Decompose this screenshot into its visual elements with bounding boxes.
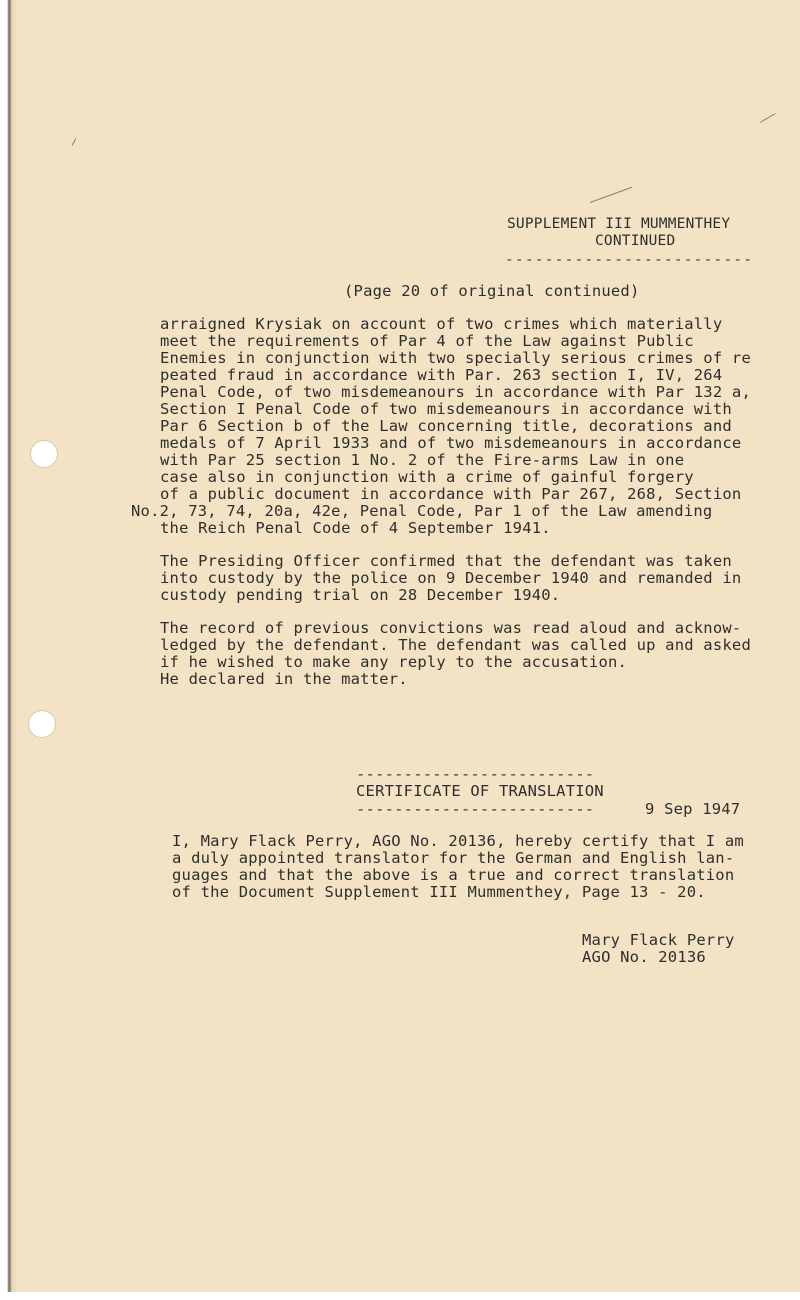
page-bottom-edge [0,1292,800,1300]
paragraph-line: The record of previous convictions was read aloud and acknow- [160,619,742,637]
certificate-rule-bottom: ------------------------- [356,800,595,818]
page-note: (Page 20 of original continued) [344,282,640,300]
continued-label: CONTINUED [595,233,676,249]
paragraph-line: The Presiding Officer confirmed that the defendant was taken [160,552,732,570]
signature-name: Mary Flack Perry [582,931,735,949]
paragraph-line: if he wished to make any reply to the accusation. [160,653,628,671]
signature-ago: AGO No. 20136 [582,948,706,966]
paragraph-line: the Reich Penal Code of 4 September 1941. [160,519,551,537]
stray-mark [590,187,633,203]
certificate-body-line: of the Document Supplement III Mummenthey, Page 13 - 20. [172,883,706,901]
stray-mark [72,138,77,145]
paragraph-line: Enemies in conjunction with two specially serious crimes of re [160,349,751,367]
certificate-body-line: a duly appointed translator for the German and English lan- [172,849,735,867]
certificate-rule-top: ------------------------- [356,765,595,783]
paragraph-line: custody pending trial on 28 December 1940. [160,586,561,604]
paragraph-line: arraigned Krysiak on account of two crimes which materially [160,315,723,333]
paragraph-line: Penal Code, of two misdemeanours in accordance with Par 132 a, [160,383,751,401]
paragraph-line: of a public document in accordance with Par 267, 268, Section [160,485,742,503]
page-left-edge [0,0,18,1300]
paragraph-line: Section I Penal Code of two misdemeanours in accordance with [160,400,732,418]
paragraph-line: case also in conjunction with a crime of gainful forgery [160,468,694,486]
supplement-header: SUPPLEMENT III MUMMENTHEY [507,216,731,232]
paragraph-line: No.2, 73, 74, 20a, 42e, Penal Code, Par 1 of the Law amending [131,502,713,520]
paragraph-line: with Par 25 section 1 No. 2 of the Fire-arms Law in one [160,451,685,469]
certificate-title: CERTIFICATE OF TRANSLATION [356,782,604,800]
paragraph-line: Par 6 Section b of the Law concerning title, decorations and [160,417,732,435]
certificate-body-line: guages and that the above is a true and correct translation [172,866,735,884]
paragraph-line: medals of 7 April 1933 and of two misdemeanours in accordance [160,434,742,452]
paragraph-line: into custody by the police on 9 December 1940 and remanded in [160,569,742,587]
certificate-date: 9 Sep 1947 [645,800,741,818]
stray-mark [760,113,776,123]
punch-hole-bottom [28,710,56,738]
header-rule: ------------------------- [505,252,754,268]
punch-hole-top [30,440,58,468]
paragraph-line: He declared in the matter. [160,670,408,688]
paragraph-line: meet the requirements of Par 4 of the Law against Public [160,332,694,350]
certificate-body-line: I, Mary Flack Perry, AGO No. 20136, hereby certify that I am [172,832,744,850]
paragraph-line: ledged by the defendant. The defendant was called up and asked [160,636,751,654]
paragraph-line: peated fraud in accordance with Par. 263 section I, IV, 264 [160,366,723,384]
